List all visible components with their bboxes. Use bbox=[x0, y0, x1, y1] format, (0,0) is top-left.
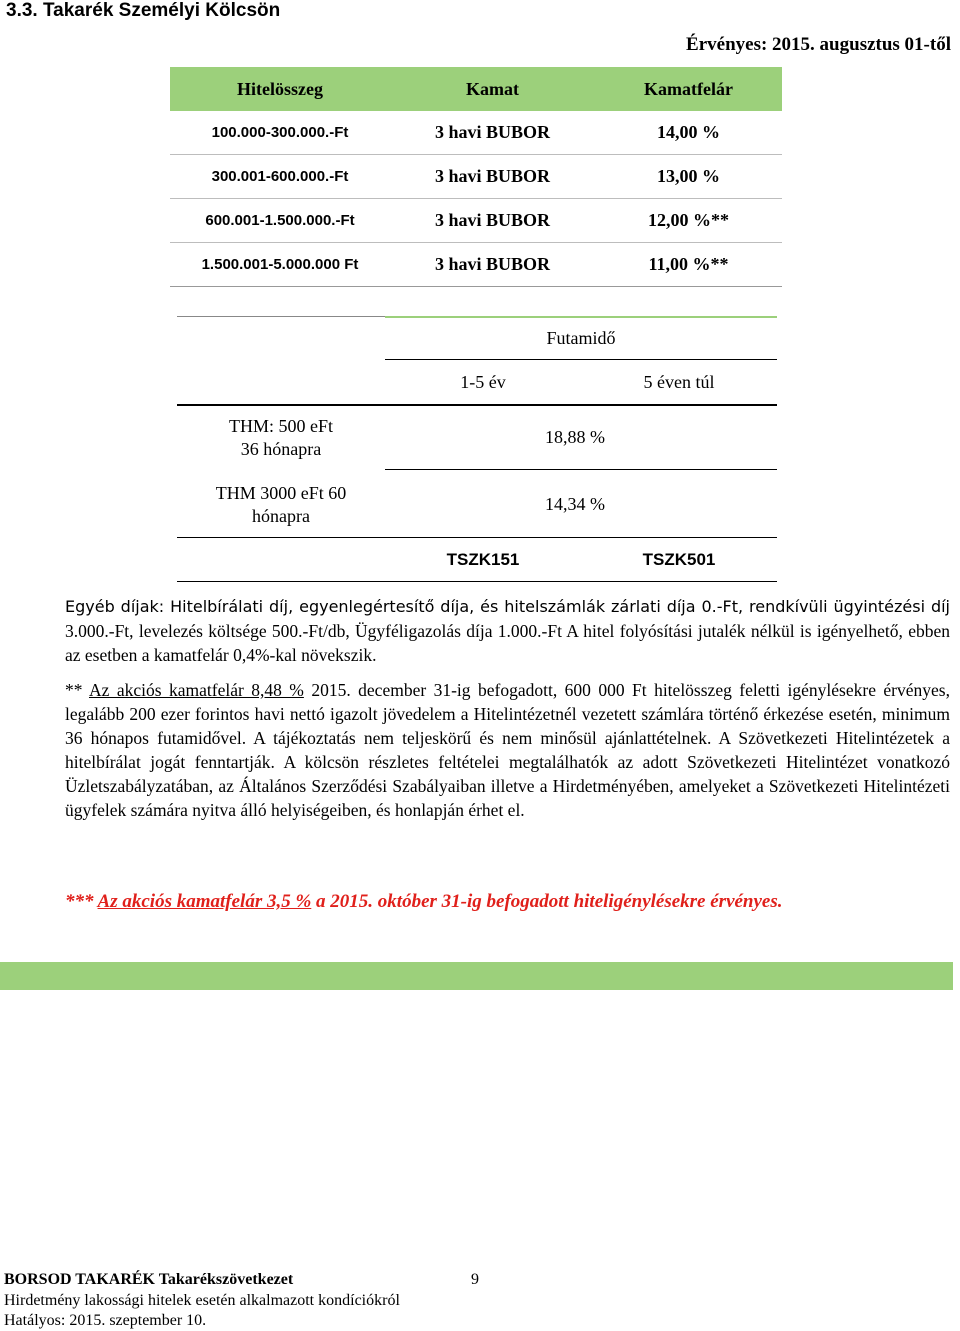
margin-cell: 12,00 %** bbox=[648, 210, 729, 230]
divider bbox=[385, 469, 777, 470]
fees-text-serif: 3.000.-Ft, levelezés költsége 500.-Ft/db, Ügyféligazolás díja 1.000.-Ft A hitel folyósítási jutalék nélkül is igényelhető, ebben az esetben a kamatfelár 0,4%-kal növekszik. bbox=[65, 621, 950, 665]
fees-text-sans: Egyéb díjak: Hitelbírálati díj, egyenlegértesítő díja, és hitelszámlák zárlati díja 0.-Ft, rendkívüli ügyintézési díj bbox=[65, 597, 950, 616]
thm-row2-label-line1: THM 3000 eFt 60 bbox=[215, 483, 347, 503]
divider bbox=[177, 581, 777, 582]
footer-organization: BORSOD TAKARÉK Takarékszövetkezet bbox=[4, 1271, 294, 1288]
promo2-prefix: *** bbox=[65, 891, 98, 912]
table-row bbox=[170, 199, 782, 243]
thm-row2-label-line2: hónapra bbox=[252, 506, 310, 526]
divider bbox=[385, 359, 777, 360]
header-hitelosszeg: Hitelösszeg bbox=[237, 78, 323, 99]
amount-cell: 1.500.001-5.000.000 Ft bbox=[201, 256, 359, 273]
col-5-even-tul: 5 éven túl bbox=[643, 372, 715, 392]
divider bbox=[177, 404, 777, 406]
thm-row1-value: 18,88 % bbox=[545, 427, 605, 447]
thm-row1-label-line1: THM: 500 eFt bbox=[228, 416, 333, 436]
thm-row2-label bbox=[177, 482, 385, 528]
code-tszk151: TSZK151 bbox=[446, 550, 520, 569]
promo-paragraph bbox=[65, 678, 950, 822]
table-row bbox=[170, 155, 782, 199]
rate-cell: 3 havi BUBOR bbox=[434, 166, 551, 186]
rate-cell: 3 havi BUBOR bbox=[434, 210, 551, 230]
margin-cell: 11,00 %** bbox=[648, 254, 729, 274]
thm-row2-value: 14,34 % bbox=[545, 494, 605, 514]
table-row bbox=[170, 243, 782, 287]
futamido-header: Futamidő bbox=[546, 328, 616, 348]
amount-cell: 300.001-600.000.-Ft bbox=[211, 168, 349, 185]
table-row bbox=[170, 111, 782, 155]
margin-cell: 13,00 % bbox=[657, 166, 720, 186]
divider bbox=[177, 537, 777, 538]
thm-row1-label bbox=[177, 415, 385, 461]
rate-table-header bbox=[170, 67, 782, 111]
footer-description: Hirdetmény lakossági hitelek esetén alkalmazott kondíciókról bbox=[4, 1292, 400, 1309]
divider bbox=[385, 316, 777, 318]
rate-cell: 3 havi BUBOR bbox=[434, 254, 551, 274]
col-1-5-ev: 1-5 év bbox=[460, 372, 506, 392]
thm-row1-label-line2: 36 hónapra bbox=[240, 439, 322, 459]
valid-from-date: Érvényes: 2015. augusztus 01-től bbox=[686, 34, 951, 55]
amount-cell: 600.001-1.500.000.-Ft bbox=[205, 212, 355, 229]
green-divider-bar bbox=[0, 962, 953, 990]
promo-highlight: Az akciós kamatfelár 8,48 % bbox=[88, 680, 304, 700]
promo-prefix: ** bbox=[65, 680, 89, 700]
promo-text: 2015. december 31-ig befogadott, 600 000 Ft hitelösszeg feletti igénylésekre érvényes, legalább 200 ezer forintos havi nettó igazolt jövedelem a Hitelintézetnél vezetett számlára történő érkezése esetén, minimum 36 hónapos futamidővel. A tájékoztatás nem teljeskörű és nem minősül ajánlattételnek. A Szövetkezeti Hitelintézetek a hitelbírálat jogát fenntartják. A kölcsön részletes feltételei megtalálhatók az adott Szövetkezeti Hitelintézet vonatkozó Üzletszabályzatában, az Általános Szerződési Szabályaiban illetve a Hirdetményében, amelyeket a Szövetkezeti Hitelintézeti ügyfelek számára nyitva álló helyiségeiben, és honlapján érhet el. bbox=[65, 680, 950, 820]
promo2-text: a 2015. október 31-ig befogadott hiteligénylésekre érvényes. bbox=[311, 891, 783, 912]
promo2-line bbox=[65, 891, 950, 913]
amount-cell: 100.000-300.000.-Ft bbox=[211, 124, 349, 141]
promo2-highlight: Az akciós kamatfelár 3,5 % bbox=[97, 891, 312, 912]
fees-paragraph bbox=[65, 594, 950, 667]
margin-cell: 14,00 % bbox=[657, 122, 720, 142]
code-tszk501: TSZK501 bbox=[642, 550, 716, 569]
section-title: 3.3. Takarék Személyi Kölcsön bbox=[6, 0, 281, 21]
footer-effective-date: Hatályos: 2015. szeptember 10. bbox=[4, 1312, 207, 1329]
rate-table bbox=[170, 67, 782, 287]
rate-cell: 3 havi BUBOR bbox=[434, 122, 551, 142]
header-kamatfelar: Kamatfelár bbox=[644, 78, 733, 99]
page-number: 9 bbox=[471, 1271, 479, 1288]
thm-table bbox=[177, 316, 777, 584]
header-kamat: Kamat bbox=[466, 78, 519, 99]
